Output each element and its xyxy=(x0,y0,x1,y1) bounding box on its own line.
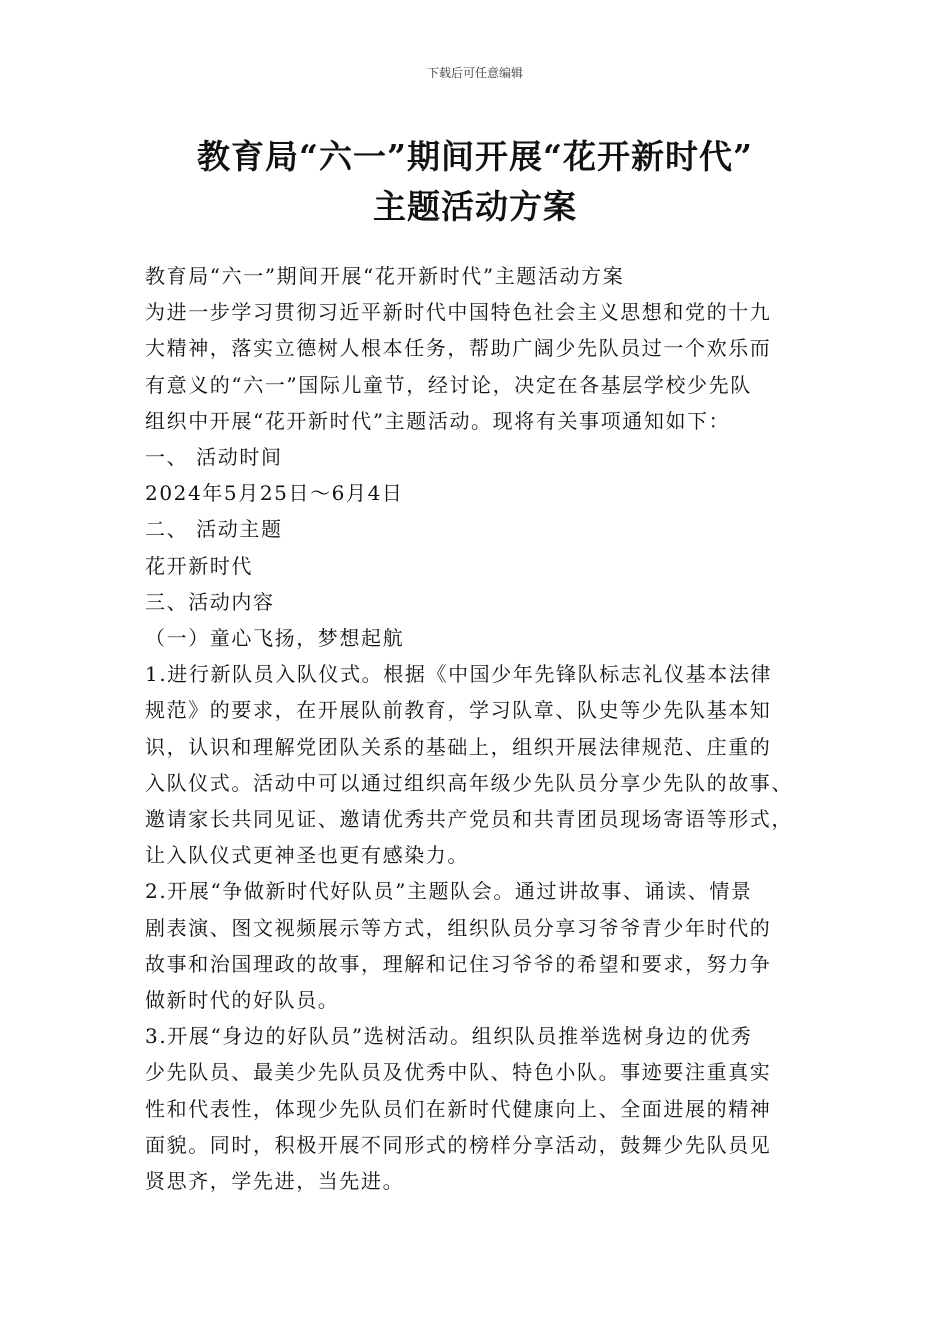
section-heading: 三、活动内容 xyxy=(145,589,275,614)
text-line: 组织中开展“花开新时代”主题活动。现将有关事项通知如下： xyxy=(145,408,731,433)
text-line: 2.开展“争做新时代好队员”主题队会。通过讲故事、诵读、情景 xyxy=(145,879,753,904)
text-line: 入队仪式。活动中可以通过组织高年级少先队员分享少先队的故事、 xyxy=(145,770,793,795)
document-title xyxy=(80,132,870,232)
section-heading: 二、 活动主题 xyxy=(145,517,283,542)
text-line: 2024年5月25日～6月4日 xyxy=(145,481,404,506)
text-line: 剧表演、图文视频展示等方式，组织队员分享习爷爷青少年时代的 xyxy=(145,915,772,940)
text-line: 邀请家长共同见证、邀请优秀共产党员和共青团员现场寄语等形式， xyxy=(145,807,793,832)
title-line-1: 教育局“六一”期间开展“花开新时代” xyxy=(197,137,753,176)
document-body xyxy=(145,258,815,1199)
text-line: 识，认识和理解党团队关系的基础上，组织开展法律规范、庄重的 xyxy=(145,734,772,759)
text-line: 规范》的要求，在开展队前教育，学习队章、队史等少先队基本知 xyxy=(145,698,772,723)
text-line: 故事和治国理政的故事，理解和记住习爷爷的希望和要求，努力争 xyxy=(145,951,772,976)
text-line: 性和代表性，体现少先队员们在新时代健康向上、全面进展的精神 xyxy=(145,1096,772,1121)
text-line: 贤思齐，学先进，当先进。 xyxy=(145,1169,405,1194)
text-line: 做新时代的好队员。 xyxy=(145,988,340,1013)
header-note: 下载后可任意编辑 xyxy=(426,66,523,80)
text-line: 3.开展“身边的好队员”选树活动。组织队员推举选树身边的优秀 xyxy=(145,1024,753,1049)
text-line: 有意义的“六一”国际儿童节，经讨论，决定在各基层学校少先队 xyxy=(145,372,752,397)
section-heading: 一、 活动时间 xyxy=(145,445,283,470)
text-line: 让入队仪式更神圣也更有感染力。 xyxy=(145,843,469,868)
text-line: 大精神，落实立德树人根本任务，帮助广阔少先队员过一个欢乐而 xyxy=(145,336,772,361)
text-line: 1.进行新队员入队仪式。根据《中国少年先锋队标志礼仪基本法律 xyxy=(145,662,773,687)
text-line: 面貌。同时，积极开展不同形式的榜样分享活动，鼓舞少先队员见 xyxy=(145,1132,772,1157)
title-line-2: 主题活动方案 xyxy=(373,187,577,226)
text-line: 教育局“六一”期间开展“花开新时代”主题活动方案 xyxy=(145,264,625,288)
text-line: 花开新时代 xyxy=(145,553,253,578)
text-line: 少先队员、最美少先队员及优秀中队、特色小队。事迹要注重真实 xyxy=(145,1060,772,1085)
text-line: 为进一步学习贯彻习近平新时代中国特色社会主义思想和党的十九 xyxy=(145,300,772,325)
subsection-heading: （一）童心飞扬，梦想起航 xyxy=(145,626,405,651)
